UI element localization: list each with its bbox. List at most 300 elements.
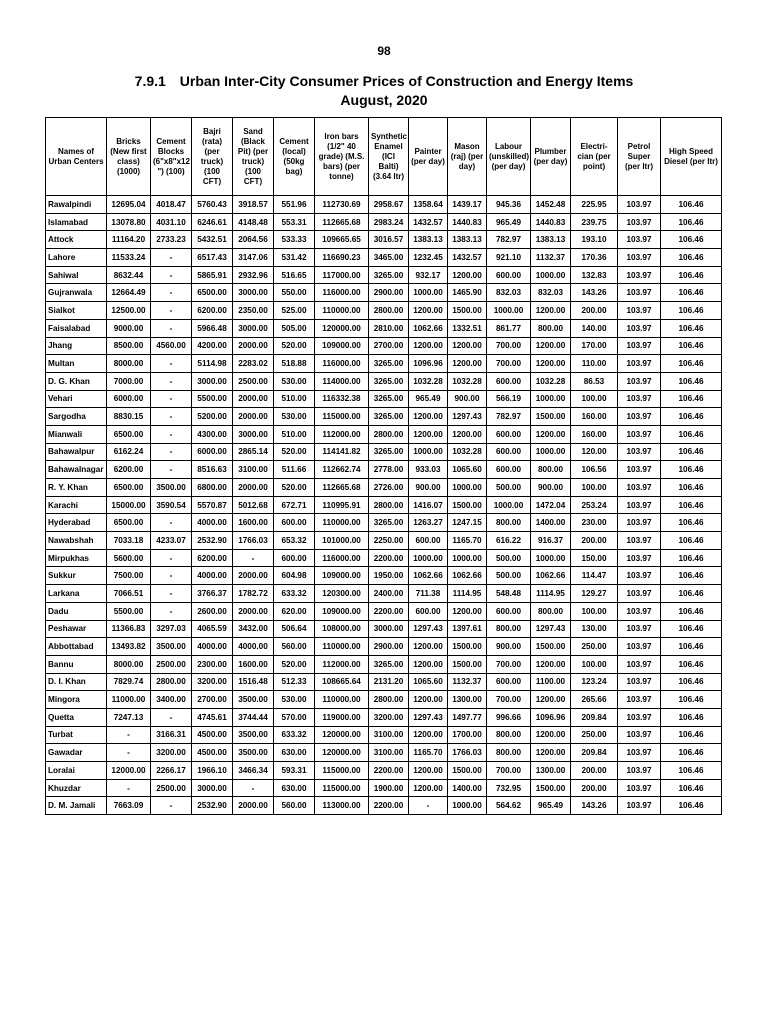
price-cell: 600.00 (487, 602, 531, 620)
table-row (46, 726, 722, 744)
price-cell: 3500.00 (233, 744, 274, 762)
price-cell: 593.31 (274, 762, 315, 780)
price-cell: 1200.00 (409, 408, 448, 426)
price-cell: 2000.00 (233, 408, 274, 426)
price-cell: 553.31 (274, 213, 315, 231)
city-name-cell: Rawalpindi (46, 196, 107, 214)
price-cell: - (151, 549, 192, 567)
price-cell: 103.97 (618, 496, 661, 514)
price-cell: 3100.00 (369, 726, 409, 744)
price-cell: 106.46 (661, 762, 722, 780)
city-name-cell: Attock (46, 231, 107, 249)
price-cell: 2800.00 (369, 302, 409, 320)
price-cell: 115000.00 (315, 779, 369, 797)
price-cell: 4000.00 (233, 638, 274, 656)
price-cell: - (151, 585, 192, 603)
city-name-cell: Mianwali (46, 425, 107, 443)
price-cell: 800.00 (531, 602, 571, 620)
price-cell: 103.97 (618, 726, 661, 744)
price-cell: 1400.00 (448, 779, 487, 797)
price-cell: 117000.00 (315, 266, 369, 284)
column-header: Sand (Black Pit) (per truck) (100 CFT) (233, 118, 274, 196)
price-cell: 1200.00 (409, 638, 448, 656)
price-cell: 103.97 (618, 797, 661, 815)
price-cell: 103.97 (618, 673, 661, 691)
table-row (46, 797, 722, 815)
price-cell: 106.46 (661, 673, 722, 691)
price-cell: 5865.91 (192, 266, 233, 284)
table-row (46, 585, 722, 603)
price-cell: 1383.13 (409, 231, 448, 249)
price-cell: 1297.43 (448, 408, 487, 426)
price-cell: 7500.00 (107, 567, 151, 585)
price-cell: 500.00 (487, 479, 531, 497)
price-cell: 5200.00 (192, 408, 233, 426)
price-cell: - (151, 797, 192, 815)
price-cell: 3265.00 (369, 443, 409, 461)
price-cell: 1000.00 (487, 302, 531, 320)
price-cell: 616.22 (487, 532, 531, 550)
price-cell: 7033.18 (107, 532, 151, 550)
price-cell: 106.46 (661, 479, 722, 497)
price-cell: 1452.48 (531, 196, 571, 214)
price-cell: 1000.00 (448, 549, 487, 567)
price-cell: 103.97 (618, 266, 661, 284)
city-name-cell: Islamabad (46, 213, 107, 231)
price-cell: 106.46 (661, 744, 722, 762)
price-cell: 13078.80 (107, 213, 151, 231)
price-cell: 3265.00 (369, 655, 409, 673)
price-cell: 1200.00 (531, 744, 571, 762)
price-cell: 106.46 (661, 213, 722, 231)
price-cell: 700.00 (487, 337, 531, 355)
table-body (46, 196, 722, 815)
price-cell: - (233, 549, 274, 567)
city-name-cell: Khuzdar (46, 779, 107, 797)
price-cell: 3200.00 (369, 708, 409, 726)
price-cell: 506.64 (274, 620, 315, 638)
city-name-cell: Multan (46, 355, 107, 373)
price-cell: 116000.00 (315, 549, 369, 567)
price-cell: 100.00 (571, 479, 618, 497)
city-name-cell: Quetta (46, 708, 107, 726)
city-name-cell: Sahiwal (46, 266, 107, 284)
city-name-cell: Loralai (46, 762, 107, 780)
price-cell: 2000.00 (233, 602, 274, 620)
price-cell: 1500.00 (531, 638, 571, 656)
price-cell: 2131.20 (369, 673, 409, 691)
city-name-cell: Vehari (46, 390, 107, 408)
price-cell: 12664.49 (107, 284, 151, 302)
price-cell: 4300.00 (192, 425, 233, 443)
table-row (46, 708, 722, 726)
price-cell: 8500.00 (107, 337, 151, 355)
price-cell: 1000.00 (448, 479, 487, 497)
price-cell: 3016.57 (369, 231, 409, 249)
price-cell: 3100.00 (233, 461, 274, 479)
table-row (46, 638, 722, 656)
price-cell: 1500.00 (448, 762, 487, 780)
price-cell: 106.46 (661, 461, 722, 479)
city-name-cell: D. I. Khan (46, 673, 107, 691)
price-cell: 106.46 (661, 549, 722, 567)
price-cell: 103.97 (618, 196, 661, 214)
price-cell: 3466.34 (233, 762, 274, 780)
price-cell: 1062.66 (448, 567, 487, 585)
price-cell: 106.46 (661, 797, 722, 815)
price-cell: 1200.00 (409, 302, 448, 320)
price-cell: 6200.00 (107, 461, 151, 479)
price-cell: 4560.00 (151, 337, 192, 355)
price-cell: 1766.03 (233, 532, 274, 550)
price-cell: 3465.00 (369, 249, 409, 267)
price-cell: 103.97 (618, 355, 661, 373)
price-cell: 1432.57 (448, 249, 487, 267)
price-cell: 5012.68 (233, 496, 274, 514)
price-cell: 110000.00 (315, 691, 369, 709)
price-cell: 566.19 (487, 390, 531, 408)
city-name-cell: D. G. Khan (46, 372, 107, 390)
price-cell: 1500.00 (531, 779, 571, 797)
table-row (46, 514, 722, 532)
column-header: Plumber (per day) (531, 118, 571, 196)
price-cell: 2733.23 (151, 231, 192, 249)
price-cell: - (151, 425, 192, 443)
price-cell: 112000.00 (315, 425, 369, 443)
price-cell: - (107, 779, 151, 797)
price-cell: 1500.00 (531, 408, 571, 426)
price-cell: 170.00 (571, 337, 618, 355)
price-cell: 103.97 (618, 231, 661, 249)
price-cell: - (151, 567, 192, 585)
price-cell: 7829.74 (107, 673, 151, 691)
table-row (46, 372, 722, 390)
column-header: Painter (per day) (409, 118, 448, 196)
city-name-cell: Peshawar (46, 620, 107, 638)
price-cell: 1232.45 (409, 249, 448, 267)
column-header: Names of Urban Centers (46, 118, 107, 196)
price-cell: 2800.00 (151, 673, 192, 691)
price-cell: 108665.64 (315, 673, 369, 691)
price-cell: 3000.00 (192, 372, 233, 390)
table-row (46, 602, 722, 620)
price-cell: 1950.00 (369, 567, 409, 585)
price-cell: 1397.61 (448, 620, 487, 638)
price-cell: 6162.24 (107, 443, 151, 461)
price-cell: 1700.00 (448, 726, 487, 744)
price-cell: 530.00 (274, 372, 315, 390)
price-cell: - (151, 284, 192, 302)
city-name-cell: Sargodha (46, 408, 107, 426)
table-row (46, 425, 722, 443)
price-cell: 5500.00 (192, 390, 233, 408)
price-cell: 800.00 (531, 319, 571, 337)
price-cell: 933.03 (409, 461, 448, 479)
price-cell: 106.56 (571, 461, 618, 479)
price-cell: 8632.44 (107, 266, 151, 284)
city-name-cell: Karachi (46, 496, 107, 514)
price-cell: 3400.00 (151, 691, 192, 709)
price-cell: 250.00 (571, 638, 618, 656)
price-cell: 2700.00 (192, 691, 233, 709)
price-cell: - (151, 266, 192, 284)
price-cell: 560.00 (274, 638, 315, 656)
column-header: Iron bars (1/2" 40 grade) (M.S. bars) (per tonne) (315, 118, 369, 196)
price-cell: 620.00 (274, 602, 315, 620)
city-name-cell: Bahawalnagar (46, 461, 107, 479)
price-cell: 900.00 (448, 390, 487, 408)
price-cell: - (151, 249, 192, 267)
price-cell: 2532.90 (192, 797, 233, 815)
price-cell: 1200.00 (409, 762, 448, 780)
price-cell: 106.46 (661, 655, 722, 673)
price-cell: 4200.00 (192, 337, 233, 355)
price-cell: 103.97 (618, 567, 661, 585)
price-cell: 1062.66 (409, 567, 448, 585)
price-cell: - (409, 797, 448, 815)
price-cell: 510.00 (274, 390, 315, 408)
price-cell: 106.46 (661, 231, 722, 249)
price-cell: 230.00 (571, 514, 618, 532)
price-cell: 1200.00 (448, 355, 487, 373)
price-cell: 560.00 (274, 797, 315, 815)
price-cell: 106.46 (661, 532, 722, 550)
column-header: Petrol Super (per ltr) (618, 118, 661, 196)
column-header: Synthetic Enamel (ICI Balti) (3.64 ltr) (369, 118, 409, 196)
price-cell: 520.00 (274, 655, 315, 673)
price-cell: 1500.00 (448, 655, 487, 673)
price-cell: 3766.37 (192, 585, 233, 603)
price-cell: 6200.00 (192, 302, 233, 320)
price-cell: 3265.00 (369, 408, 409, 426)
price-cell: 600.00 (409, 532, 448, 550)
price-cell: 1472.04 (531, 496, 571, 514)
price-cell: 106.46 (661, 708, 722, 726)
price-cell: 120000.00 (315, 319, 369, 337)
price-cell: 518.88 (274, 355, 315, 373)
price-cell: 600.00 (487, 673, 531, 691)
price-cell: 921.10 (487, 249, 531, 267)
table-row (46, 443, 722, 461)
price-cell: 916.37 (531, 532, 571, 550)
price-cell: - (151, 390, 192, 408)
price-cell: - (151, 302, 192, 320)
price-cell: 4000.00 (192, 514, 233, 532)
price-cell: 2958.67 (369, 196, 409, 214)
price-cell: 103.97 (618, 461, 661, 479)
price-cell: 1600.00 (233, 655, 274, 673)
price-cell: 103.97 (618, 602, 661, 620)
price-cell: 1100.00 (531, 673, 571, 691)
price-cell: 2810.00 (369, 319, 409, 337)
price-cell: 1440.83 (448, 213, 487, 231)
price-cell: 250.00 (571, 726, 618, 744)
price-cell: 3500.00 (233, 726, 274, 744)
price-cell: - (107, 744, 151, 762)
price-cell: 103.97 (618, 408, 661, 426)
price-cell: 3297.03 (151, 620, 192, 638)
table-row (46, 355, 722, 373)
price-cell: 2600.00 (192, 602, 233, 620)
price-cell: 1200.00 (409, 691, 448, 709)
price-cell: 7247.13 (107, 708, 151, 726)
price-cell: 2932.96 (233, 266, 274, 284)
price-cell: 512.33 (274, 673, 315, 691)
price-cell: 3265.00 (369, 355, 409, 373)
price-cell: 170.36 (571, 249, 618, 267)
title-line-1 (0, 72, 768, 91)
price-cell: - (151, 355, 192, 373)
price-cell: 1000.00 (487, 496, 531, 514)
price-cell: 1132.37 (531, 249, 571, 267)
price-cell: 1300.00 (448, 691, 487, 709)
price-cell: 239.75 (571, 213, 618, 231)
price-cell: 2200.00 (369, 549, 409, 567)
price-cell: 15000.00 (107, 496, 151, 514)
price-cell: 110000.00 (315, 638, 369, 656)
price-cell: 2000.00 (233, 390, 274, 408)
price-cell: 115000.00 (315, 408, 369, 426)
price-cell: 1900.00 (369, 779, 409, 797)
price-cell: 550.00 (274, 284, 315, 302)
price-cell: 5760.43 (192, 196, 233, 214)
price-cell: 1200.00 (531, 425, 571, 443)
price-cell: 103.97 (618, 319, 661, 337)
price-cell: 2200.00 (369, 762, 409, 780)
price-cell: 101000.00 (315, 532, 369, 550)
price-cell: 1465.90 (448, 284, 487, 302)
price-cell: 3200.00 (151, 744, 192, 762)
price-cell: 103.97 (618, 390, 661, 408)
price-cell: 1065.60 (448, 461, 487, 479)
city-name-cell: Lahore (46, 249, 107, 267)
price-cell: - (151, 443, 192, 461)
price-cell: 106.46 (661, 585, 722, 603)
price-cell: 1200.00 (409, 425, 448, 443)
price-cell: 2500.00 (151, 655, 192, 673)
price-cell: 653.32 (274, 532, 315, 550)
price-cell: 4500.00 (192, 726, 233, 744)
city-name-cell: Abbottabad (46, 638, 107, 656)
price-cell: - (151, 708, 192, 726)
city-name-cell: Sialkot (46, 302, 107, 320)
price-cell: 4233.07 (151, 532, 192, 550)
price-cell: 108000.00 (315, 620, 369, 638)
price-cell: 112000.00 (315, 655, 369, 673)
price-cell: 1200.00 (448, 425, 487, 443)
price-cell: 3265.00 (369, 514, 409, 532)
price-cell: 861.77 (487, 319, 531, 337)
price-cell: 209.84 (571, 708, 618, 726)
price-cell: 200.00 (571, 302, 618, 320)
table-row (46, 284, 722, 302)
price-cell: 12000.00 (107, 762, 151, 780)
price-cell: 109000.00 (315, 602, 369, 620)
price-cell: 106.46 (661, 355, 722, 373)
table-row (46, 408, 722, 426)
city-name-cell: Hyderabad (46, 514, 107, 532)
price-cell: 6246.61 (192, 213, 233, 231)
price-cell: 700.00 (487, 655, 531, 673)
price-cell: 106.46 (661, 249, 722, 267)
price-cell: 11164.20 (107, 231, 151, 249)
price-cell: 800.00 (487, 744, 531, 762)
price-cell: 143.26 (571, 797, 618, 815)
price-cell: 630.00 (274, 744, 315, 762)
price-cell: 8000.00 (107, 355, 151, 373)
price-cell: 2000.00 (233, 337, 274, 355)
price-cell: 732.95 (487, 779, 531, 797)
table-row (46, 461, 722, 479)
price-cell: 6000.00 (107, 390, 151, 408)
price-cell: 2865.14 (233, 443, 274, 461)
price-cell: 4000.00 (192, 567, 233, 585)
price-cell: 1200.00 (531, 337, 571, 355)
city-name-cell: Gawadar (46, 744, 107, 762)
price-cell: 3265.00 (369, 266, 409, 284)
city-name-cell: Mirpukhas (46, 549, 107, 567)
price-cell: 6500.00 (107, 425, 151, 443)
table-row (46, 479, 722, 497)
price-cell: 3265.00 (369, 372, 409, 390)
price-cell: 112730.69 (315, 196, 369, 214)
price-cell: 106.46 (661, 302, 722, 320)
price-cell: 965.49 (531, 797, 571, 815)
price-cell: 505.00 (274, 319, 315, 337)
price-cell: 2400.00 (369, 585, 409, 603)
price-cell: 1332.51 (448, 319, 487, 337)
price-cell: 900.00 (409, 479, 448, 497)
price-cell: 1032.28 (531, 372, 571, 390)
table-row (46, 620, 722, 638)
price-cell: 129.27 (571, 585, 618, 603)
price-cell: 6000.00 (192, 443, 233, 461)
price-cell: - (151, 461, 192, 479)
price-cell: 3000.00 (233, 425, 274, 443)
title-text: Urban Inter-City Consumer Prices of Construction and Energy Items (179, 73, 634, 89)
table-row (46, 762, 722, 780)
city-name-cell: Gujranwala (46, 284, 107, 302)
price-cell: 1600.00 (233, 514, 274, 532)
column-header: High Speed Diesel (per ltr) (661, 118, 722, 196)
price-cell: 5432.51 (192, 231, 233, 249)
table-row (46, 231, 722, 249)
price-cell: 4065.59 (192, 620, 233, 638)
price-cell: 103.97 (618, 708, 661, 726)
price-cell: 103.97 (618, 514, 661, 532)
price-cell: 106.46 (661, 443, 722, 461)
price-cell: 520.00 (274, 337, 315, 355)
column-header: Cement (local) (50kg bag) (274, 118, 315, 196)
price-cell: 103.97 (618, 372, 661, 390)
price-cell: 500.00 (487, 549, 531, 567)
price-cell: 711.38 (409, 585, 448, 603)
price-cell: 103.97 (618, 638, 661, 656)
table-header-row (46, 118, 722, 196)
price-cell: 106.46 (661, 372, 722, 390)
price-cell: 600.00 (487, 443, 531, 461)
price-cell: 103.97 (618, 213, 661, 231)
city-name-cell: D. M. Jamali (46, 797, 107, 815)
price-cell: 965.49 (487, 213, 531, 231)
price-cell: 103.97 (618, 532, 661, 550)
price-cell: 116000.00 (315, 284, 369, 302)
price-cell: 106.46 (661, 496, 722, 514)
column-header: Bricks (New first class) (1000) (107, 118, 151, 196)
price-cell: 114000.00 (315, 372, 369, 390)
price-cell: 570.00 (274, 708, 315, 726)
price-cell: 633.32 (274, 585, 315, 603)
